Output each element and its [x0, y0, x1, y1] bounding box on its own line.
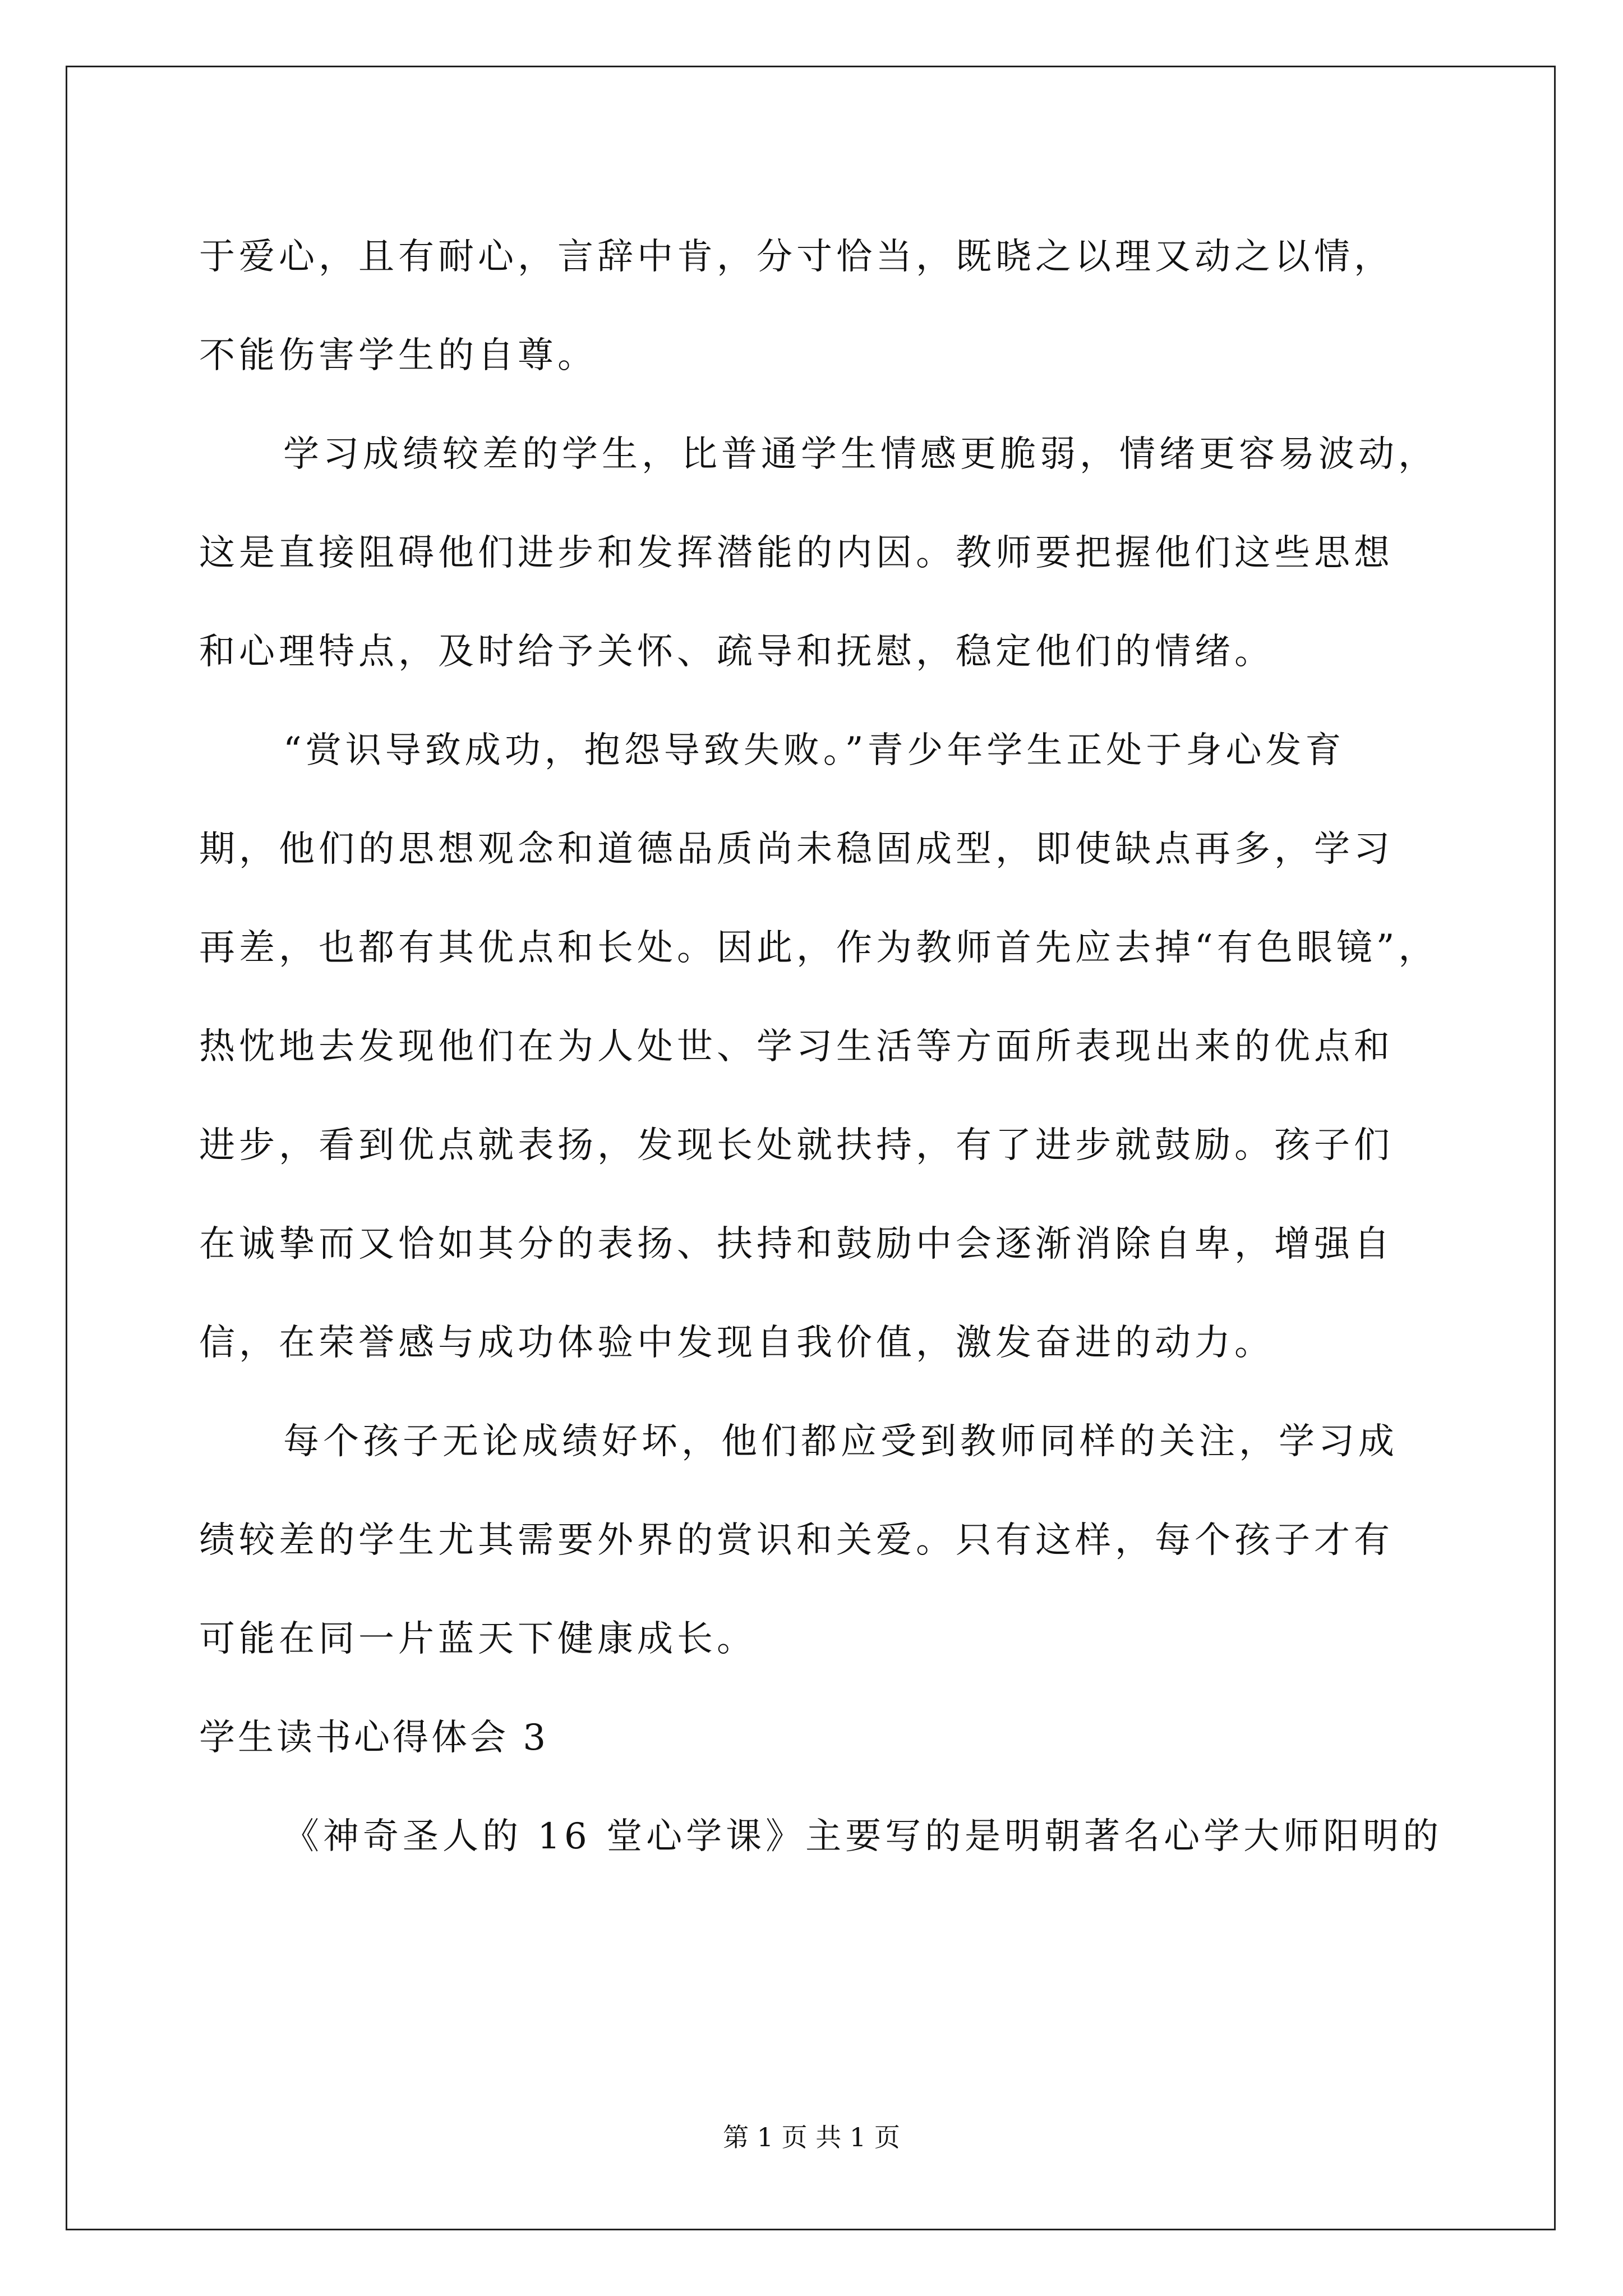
text-line: 期，他们的思想观念和道德品质尚未稳固成型，即使缺点再多，学习: [199, 829, 1394, 870]
section-heading: 学生读书心得体会 3: [199, 1717, 549, 1759]
text-line: 这是直接阻碍他们进步和发挥潜能的内因。教师要把握他们这些思想: [199, 532, 1394, 574]
text-line: 进步，看到优点就表扬，发现长处就扶持，有了进步就鼓励。孩子们: [199, 1125, 1394, 1166]
paragraph-start-line: “赏识导致成功，抱怨导致失败。”青少年学生正处于身心发育: [283, 730, 1345, 771]
document-body: [199, 208, 1455, 1886]
text-line: 绩较差的学生尤其需要外界的赏识和关爱。只有这样，每个孩子才有: [199, 1520, 1394, 1561]
page-footer: 第 1 页 共 1 页: [723, 2122, 900, 2152]
text-line: 热忱地去发现他们在为人处世、学习生活等方面所表现出来的优点和: [199, 1026, 1394, 1068]
text-line: 在诚挚而又恰如其分的表扬、扶持和鼓励中会逐渐消除自卑，增强自: [199, 1223, 1394, 1265]
text-line: 再差，也都有其优点和长处。因此，作为教师首先应去掉“有色眼镜”，: [199, 927, 1438, 969]
text-line: 和心理特点，及时给予关怀、疏导和抚慰，稳定他们的情绪。: [199, 631, 1274, 673]
text-line: 于爱心，且有耐心，言辞中肯，分寸恰当，既晓之以理又动之以情，: [199, 236, 1394, 278]
paragraph-start-line: 《神奇圣人的 16 堂心学课》主要写的是明朝著名心学大师阳明的: [283, 1816, 1443, 1857]
text-line: 不能伤害学生的自尊。: [199, 335, 597, 376]
text-line: 信，在荣誉感与成功体验中发现自我价值，激发奋进的动力。: [199, 1322, 1274, 1364]
text-line: 可能在同一片蓝天下健康成长。: [199, 1618, 757, 1660]
paragraph-start-line: 每个孩子无论成绩好坏，他们都应受到教师同样的关注，学习成: [283, 1421, 1398, 1462]
paragraph-start-line: 学习成绩较差的学生，比普通学生情感更脆弱，情绪更容易波动，: [283, 434, 1438, 475]
